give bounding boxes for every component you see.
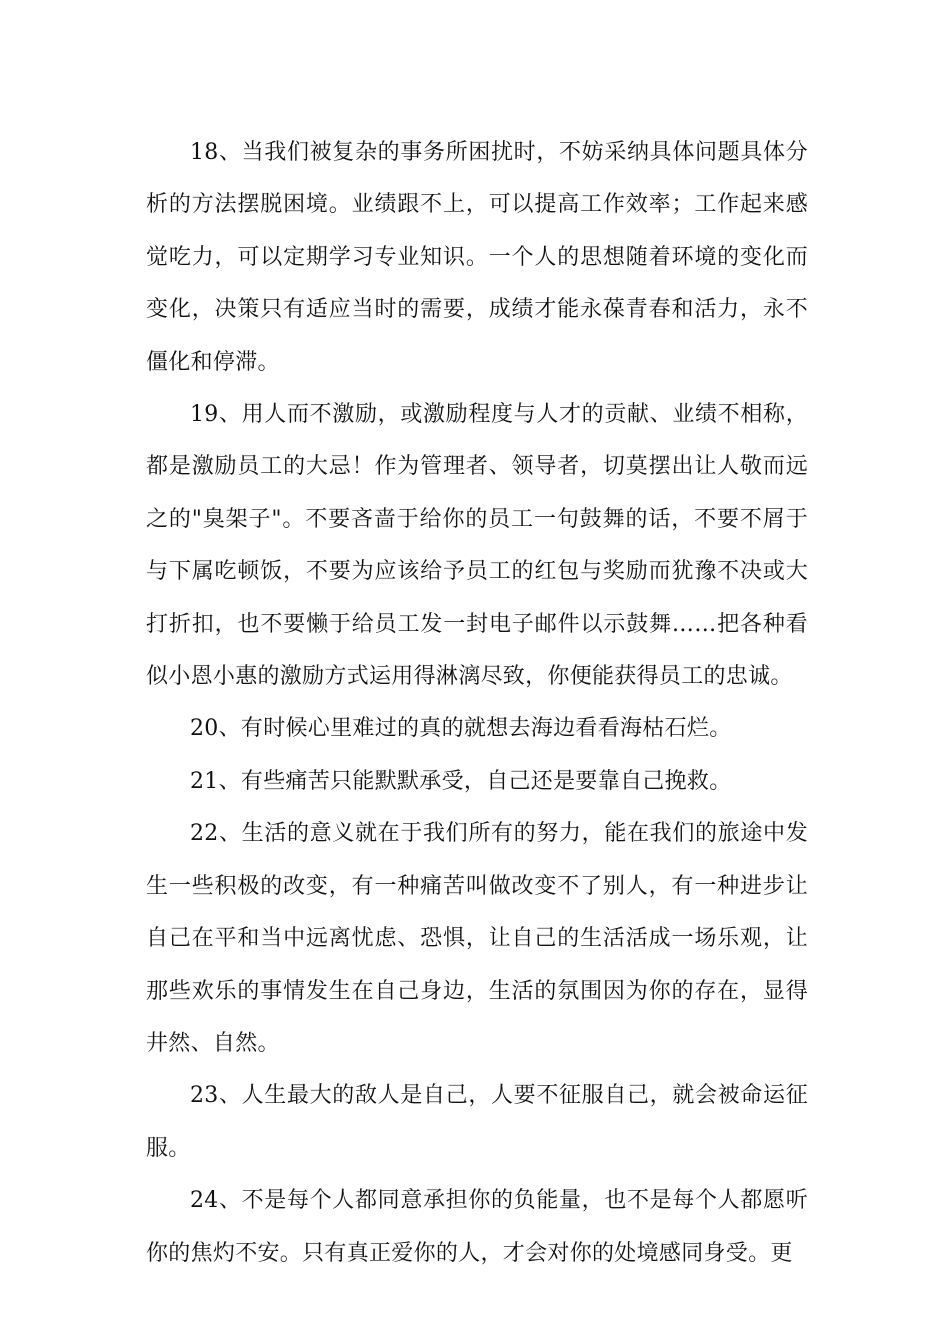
document-body — [146, 127, 808, 1280]
paragraph-19: 19、用人而不激励，或激励程度与人才的贡献、业绩不相称，都是激励员工的大忌！作为管理者、领导者，切莫摆出让人敬而远之的"臭架子"。不要吝啬于给你的员工一句鼓舞的话，不要不屑于与下属吃顿饭，不要为应该给予员工的红包与奖励而犹豫不决或大打折扣，也不要懒于给员工发一封电子邮件以示鼓舞……把各种看似小恩小惠的激励方式运用得淋漓尽致，你便能获得员工的忠诚。 — [146, 402, 808, 690]
paragraph-23: 23、人生最大的敌人是自己，人要不征服自己，就会被命运征服。 — [146, 1083, 808, 1161]
paragraph-20: 20、有时候心里难过的真的就想去海边看看海枯石烂。 — [190, 716, 732, 742]
paragraph-24: 24、不是每个人都同意承担你的负能量，也不是每个人都愿听你的焦灼不安。只有真正爱你的人，才会对你的处境感同身受。更 — [146, 1188, 808, 1266]
paragraph-22: 22、生活的意义就在于我们所有的努力，能在我们的旅途中发生一些积极的改变，有一种痛苦叫做改变不了别人，有一种进步让自己在平和当中远离忧虑、恐惧，让自己的生活活成一场乐观，让那些欢乐的事情发生在自己身边，生活的氛围因为你的存在，显得井然、自然。 — [146, 821, 808, 1056]
paragraph-18: 18、当我们被复杂的事务所困扰时，不妨采纳具体问题具体分析的方法摆脱困境。业绩跟不上，可以提高工作效率；工作起来感觉吃力，可以定期学习专业知识。一个人的思想随着环境的变化而变化，决策只有适应当时的需要，成绩才能永葆青春和活力，永不僵化和停滞。 — [146, 140, 808, 375]
paragraph-21: 21、有些痛苦只能默默承受，自己还是要靠自己挽救。 — [190, 768, 732, 794]
